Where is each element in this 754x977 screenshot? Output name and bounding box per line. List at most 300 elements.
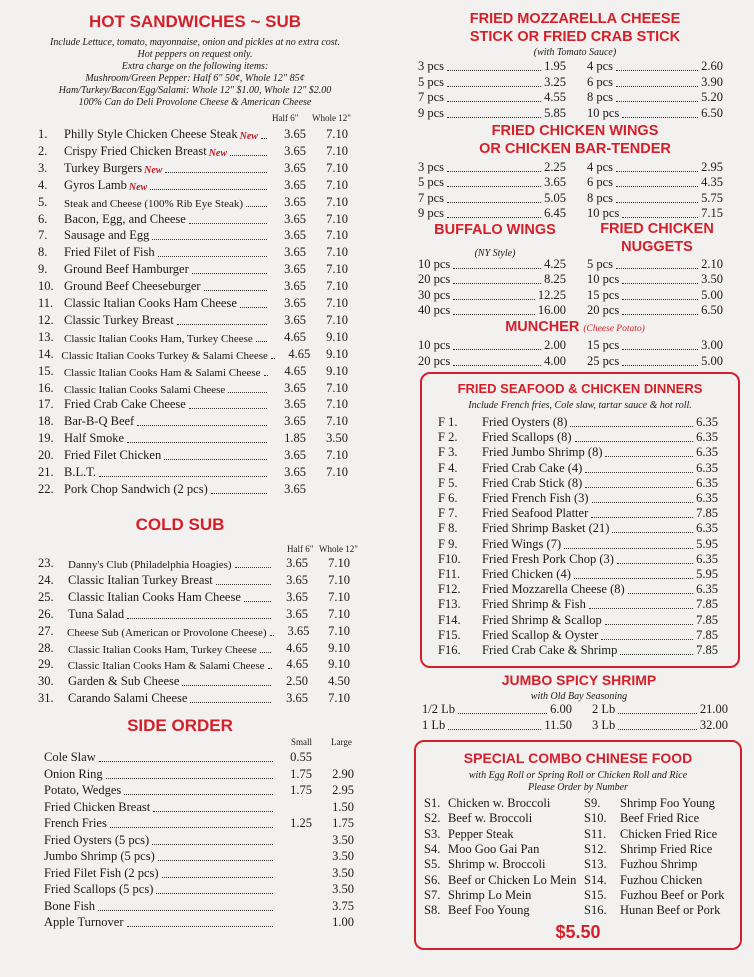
whole-price: 7.10 — [328, 691, 350, 706]
half-price: 3.65 — [284, 279, 306, 294]
whole-price: 4.50 — [328, 674, 350, 689]
dot-leader — [570, 426, 693, 427]
item-name: French Fries — [44, 816, 107, 830]
combo-item — [424, 827, 584, 842]
price: 6.50 — [701, 105, 723, 120]
nuggets-title-line2: NUGGETS — [621, 239, 693, 255]
item-name: Fried Crab Stick (8) — [482, 475, 583, 490]
half-price: 2.50 — [286, 674, 308, 689]
wings-row — [418, 191, 566, 206]
price: 12.25 — [537, 287, 566, 302]
item-name: Moo Goo Gai Pan — [448, 841, 540, 856]
mozzarella-row — [418, 90, 566, 105]
item-number: 19. — [38, 431, 54, 446]
dot-leader — [574, 578, 693, 579]
side-order-row — [44, 866, 354, 881]
dot-leader — [447, 202, 541, 203]
dot-leader — [158, 256, 267, 257]
price: 4.25 — [544, 257, 566, 271]
hot-sandwich-row — [38, 127, 348, 142]
item-name: Bone Fish — [44, 898, 96, 913]
quantity: 6 pcs — [587, 175, 614, 190]
half-price: 4.65 — [288, 346, 311, 361]
item-name: Classic Italian Turkey Breast — [68, 572, 213, 587]
side-order-row — [44, 882, 354, 897]
item-name: Classic Italian Cooks Turkey & Salami Cheese — [61, 349, 268, 362]
item-name: Hunan Beef or Pork — [620, 903, 721, 918]
item-name: Fried Shrimp Basket (21) — [482, 521, 610, 536]
whole-price: 7.10 — [326, 279, 348, 294]
price: 16.00 — [537, 302, 566, 317]
side-order-row — [44, 750, 354, 765]
item-number: 28. — [38, 640, 54, 655]
seafood-title: FRIED SEAFOOD & CHICKEN DINNERS — [457, 381, 703, 396]
quantity: 10 pcs — [587, 272, 620, 287]
hot-note: Mushroom/Green Pepper: Half 6" 50¢, Whole 12" 85¢ — [85, 73, 305, 84]
dot-leader — [192, 273, 267, 274]
item-name: Philly Style Chicken Cheese Steak — [64, 127, 238, 141]
large-price: 3.50 — [332, 865, 354, 880]
dot-leader — [124, 794, 273, 795]
item-number: 31. — [38, 691, 54, 706]
dot-leader — [182, 685, 271, 686]
hot-sandwich-row — [38, 465, 348, 480]
item-name: B.L.T. — [64, 465, 97, 479]
quantity: 10 pcs — [418, 257, 451, 271]
new-badge: New — [128, 181, 148, 193]
price: 2.10 — [701, 257, 723, 271]
item-number: S11. — [584, 826, 607, 841]
combo-price: $5.50 — [555, 922, 601, 942]
side-order-row — [44, 800, 354, 815]
item-name: Jumbo Shrimp (5 pcs) — [44, 849, 155, 863]
item-name: Shrimp Lo Mein — [448, 887, 532, 902]
quantity: 4 pcs — [587, 59, 614, 73]
cold-col-half: Half 6" — [287, 544, 314, 554]
small-price: 1.75 — [290, 766, 312, 781]
dot-leader — [589, 608, 693, 609]
cold-sub-row — [38, 590, 350, 605]
quantity: 1 Lb — [422, 718, 446, 732]
jumbo-shrimp-row — [592, 702, 728, 717]
dot-leader — [564, 548, 693, 549]
quantity: 40 pcs — [418, 302, 451, 317]
dot-leader — [622, 217, 698, 218]
mozzarella-row — [418, 75, 566, 90]
dot-leader — [447, 171, 541, 172]
half-price: 3.65 — [284, 312, 306, 327]
cold-sub-row — [38, 657, 350, 672]
large-price: 3.75 — [332, 898, 354, 913]
item-name: Chicken w. Broccoli — [448, 796, 551, 810]
cold-sub-row — [38, 691, 350, 706]
item-name: Fried Jumbo Shrimp (8) — [482, 445, 603, 460]
whole-price: 7.10 — [328, 623, 350, 638]
item-name: Fuzhou Chicken — [620, 872, 703, 887]
mozzarella-row — [587, 106, 723, 121]
quantity: 20 pcs — [418, 353, 451, 368]
half-price: 3.65 — [284, 397, 306, 412]
item-name: Fried Filet of Fish — [64, 245, 155, 260]
dot-leader — [244, 601, 271, 602]
dot-leader — [453, 268, 541, 269]
item-name: Cole Slaw — [44, 750, 96, 764]
item-name: Fried Chicken Breast — [44, 799, 151, 814]
half-price: 3.65 — [284, 481, 306, 496]
price: 6.35 — [696, 521, 718, 536]
whole-price: 7.10 — [326, 177, 348, 192]
item-number: 20. — [38, 448, 54, 463]
quantity: 5 pcs — [418, 175, 445, 190]
dot-leader — [618, 729, 697, 730]
item-name: Chicken Fried Rice — [620, 826, 718, 841]
price: 6.50 — [701, 302, 723, 317]
price: 3.90 — [701, 74, 723, 89]
item-name: Ground Beef Hamburger — [64, 262, 189, 277]
item-number: F 4. — [438, 460, 458, 475]
combo-item — [424, 842, 584, 857]
side-order-row — [44, 816, 354, 831]
item-number: 17. — [38, 397, 54, 412]
mozzarella-row — [418, 59, 566, 74]
item-name: Pepper Steak — [448, 826, 514, 841]
hot-sandwich-row — [38, 195, 348, 210]
price: 5.75 — [701, 190, 723, 205]
large-price: 3.50 — [332, 882, 354, 896]
item-number: S2. — [424, 811, 441, 826]
price: 7.85 — [696, 506, 718, 521]
dot-leader — [620, 654, 693, 655]
price: 6.35 — [696, 475, 718, 490]
price: 2.25 — [544, 160, 566, 174]
item-name: Ground Beef Cheeseburger — [64, 279, 201, 294]
half-price: 4.65 — [284, 363, 307, 378]
item-number: 21. — [38, 465, 54, 479]
dot-leader — [246, 206, 267, 207]
combo-item — [424, 888, 584, 903]
combo-item — [424, 857, 584, 872]
seafood-row — [438, 597, 718, 612]
dot-leader — [137, 425, 267, 426]
item-name: Shrimp w. Broccoli — [448, 857, 546, 872]
dot-leader — [162, 877, 273, 878]
item-number: 15. — [38, 363, 54, 378]
dot-leader — [447, 117, 541, 118]
seafood-row — [438, 445, 718, 460]
hot-sandwich-row — [38, 397, 348, 412]
seafood-row — [438, 643, 718, 658]
large-price: 1.00 — [332, 915, 354, 929]
whole-price: 9.10 — [328, 657, 350, 672]
side-order-row — [44, 915, 354, 930]
quantity: 9 pcs — [418, 205, 445, 220]
seafood-row — [438, 476, 718, 491]
dot-leader — [268, 668, 272, 669]
price: 2.95 — [701, 160, 723, 174]
buffalo-row — [418, 303, 566, 318]
large-price: 1.75 — [332, 816, 354, 830]
dot-leader — [616, 101, 698, 102]
dot-leader — [585, 487, 693, 488]
half-price: 3.65 — [287, 623, 310, 638]
dot-leader — [256, 341, 267, 342]
price: 2.60 — [701, 59, 723, 73]
item-name: Fried Oysters (8) — [482, 415, 568, 429]
item-name: Steak and Cheese (100% Rib Eye Steak) — [64, 197, 244, 210]
hot-sandwich-row — [38, 347, 348, 362]
half-price: 4.65 — [286, 640, 308, 655]
wings-row — [418, 175, 566, 190]
item-number: F 6. — [438, 491, 458, 505]
quantity: 10 pcs — [418, 338, 451, 352]
half-price: 3.65 — [284, 143, 306, 158]
jumbo-shrimp-row — [422, 718, 572, 733]
jumbo-shrimp-title: JUMBO SPICY SHRIMP — [501, 672, 657, 688]
item-number: 10. — [38, 279, 54, 294]
dot-leader — [204, 290, 267, 291]
wings-row — [587, 191, 723, 206]
dot-leader — [616, 268, 698, 269]
dot-leader — [127, 926, 273, 927]
dot-leader — [447, 70, 541, 71]
whole-price: 7.10 — [326, 228, 348, 243]
item-name: Classic Italian Cooks Ham, Turkey Cheese — [64, 332, 253, 345]
quantity: 2 Lb — [592, 702, 616, 716]
item-number: S9. — [584, 796, 601, 810]
item-name: Classic Italian Cooks Ham & Salami Cheese — [63, 366, 261, 379]
nuggets-title — [582, 220, 732, 256]
dot-leader — [575, 441, 694, 442]
price: 6.45 — [544, 205, 566, 220]
combo-item — [584, 842, 739, 857]
buffalo-row — [418, 272, 566, 287]
whole-price: 7.10 — [326, 465, 348, 479]
item-number: 3. — [38, 160, 48, 175]
dot-leader — [211, 493, 267, 494]
combo-item — [584, 796, 739, 811]
item-name: Fried Crab Cake (4) — [482, 460, 583, 475]
combo-item — [424, 796, 584, 811]
hot-sandwich-row — [38, 313, 348, 328]
half-price: 4.65 — [286, 657, 309, 672]
quantity: 9 pcs — [418, 105, 445, 120]
dot-leader — [189, 408, 267, 409]
side-order-row — [44, 849, 354, 864]
price: 7.85 — [696, 597, 718, 612]
dot-leader — [585, 472, 693, 473]
price: 6.35 — [696, 460, 718, 475]
whole-price: 7.10 — [326, 127, 348, 141]
item-number: 4. — [38, 177, 48, 192]
mozzarella-row — [587, 90, 723, 105]
hot-sandwich-row — [38, 364, 348, 379]
item-number: 16. — [38, 380, 54, 395]
wings-row — [587, 175, 723, 190]
dot-leader — [628, 593, 693, 594]
item-name: Garden & Sub Cheese — [68, 674, 180, 689]
whole-price: 7.10 — [326, 194, 348, 209]
item-number: 8. — [38, 245, 48, 260]
item-number: 22. — [38, 481, 54, 496]
seafood-row — [438, 491, 718, 506]
combo-title: SPECIAL COMBO CHINESE FOOD — [463, 750, 693, 766]
item-number: S4. — [424, 841, 441, 856]
item-number: 9. — [38, 262, 48, 277]
item-number: S16. — [584, 903, 607, 918]
item-number: S10. — [584, 811, 607, 826]
dot-leader — [106, 778, 273, 779]
mozzarella-title-line1: FRIED MOZZARELLA CHEESE — [469, 11, 681, 27]
dot-leader — [616, 86, 698, 87]
buffalo-row — [418, 288, 566, 303]
hot-note: 100% Can do Deli Provolone Cheese & American Cheese — [78, 97, 312, 108]
quantity: 7 pcs — [418, 190, 445, 205]
hot-sandwich-row — [38, 212, 348, 227]
hot-sandwich-row — [38, 330, 348, 345]
dot-leader — [612, 532, 693, 533]
item-number: 14. — [38, 346, 54, 361]
price: 6.35 — [696, 415, 718, 429]
combo-note: with Egg Roll or Spring Roll or Chicken Roll and Rice — [468, 770, 688, 781]
item-name: Cheese Sub (American or Provolone Cheese) — [67, 626, 267, 639]
item-name: Gyros Lamb — [64, 177, 127, 192]
large-price: 3.50 — [332, 849, 354, 863]
item-number: S7. — [424, 887, 441, 902]
dot-leader — [453, 365, 541, 366]
item-number: F 7. — [438, 506, 458, 521]
dot-leader — [271, 358, 275, 359]
item-name: Fuzhou Beef or Pork — [620, 887, 725, 902]
quantity: 1/2 Lb — [422, 702, 455, 716]
hot-col-whole: Whole 12" — [312, 113, 351, 123]
quantity: 7 pcs — [418, 90, 445, 105]
whole-price: 7.10 — [326, 397, 348, 412]
price: 6.35 — [696, 491, 718, 505]
whole-price: 7.10 — [326, 143, 348, 158]
dot-leader — [270, 635, 274, 636]
dot-leader — [235, 567, 271, 568]
buffalo-wings-title: BUFFALO WINGS — [434, 222, 556, 238]
wings-title-line1: FRIED CHICKEN WINGS — [491, 123, 659, 139]
dot-leader — [605, 624, 693, 625]
item-number: 26. — [38, 606, 54, 621]
muncher-note: (Cheese Potato) — [583, 324, 645, 334]
dot-leader — [592, 502, 694, 503]
item-name: Classic Italian Cooks Ham & Salami Cheese — [67, 660, 265, 673]
combo-item — [424, 811, 584, 826]
whole-price: 7.10 — [326, 160, 348, 175]
dot-leader — [150, 189, 267, 190]
item-name: Beef w. Broccoli — [448, 811, 533, 826]
dot-leader — [622, 365, 698, 366]
item-name: Fried Seafood Platter — [482, 506, 589, 521]
item-name: Sausage and Egg — [64, 228, 150, 243]
small-price: 1.75 — [290, 783, 312, 797]
dot-leader — [216, 584, 271, 585]
muncher-row — [418, 338, 566, 353]
seafood-row — [438, 415, 718, 430]
hot-notes — [20, 37, 370, 109]
item-name: Fuzhou Shrimp — [620, 857, 698, 872]
item-number: F15. — [438, 627, 461, 642]
item-name: Classic Italian Cooks Ham Cheese — [64, 296, 237, 310]
item-number: F 2. — [438, 430, 458, 445]
item-number: S12. — [584, 841, 607, 856]
item-number: F16. — [438, 643, 461, 657]
seafood-row — [438, 521, 718, 536]
muncher-row — [587, 354, 723, 369]
item-number: F 5. — [438, 475, 458, 490]
whole-price: 7.10 — [326, 312, 348, 327]
dot-leader — [153, 811, 273, 812]
price: 4.55 — [544, 90, 566, 105]
item-name: Classic Turkey Breast — [64, 312, 174, 327]
item-number: F 8. — [438, 521, 458, 536]
dot-leader — [601, 639, 693, 640]
item-number: S3. — [424, 826, 441, 841]
muncher-row — [418, 354, 566, 369]
large-price: 2.90 — [332, 766, 354, 781]
large-price: 1.50 — [332, 799, 354, 814]
item-number: 7. — [38, 228, 48, 243]
nuggets-row — [587, 288, 723, 303]
item-number: 6. — [38, 211, 48, 226]
seafood-row — [438, 537, 718, 552]
item-number: 11. — [38, 296, 54, 310]
price: 6.00 — [550, 702, 572, 716]
combo-item — [584, 827, 739, 842]
whole-price: 7.10 — [328, 556, 350, 570]
quantity: 8 pcs — [587, 190, 614, 205]
hot-sandwich-row — [38, 448, 348, 463]
cold-sub-row — [38, 624, 350, 639]
item-number: F11. — [438, 567, 461, 581]
item-number: 5. — [38, 194, 48, 209]
item-number: 23. — [38, 556, 54, 570]
price: 6.35 — [696, 430, 718, 445]
item-name: Crispy Fried Chicken Breast — [64, 143, 207, 158]
wings-row — [587, 160, 723, 175]
wings-row — [418, 160, 566, 175]
item-number: S15. — [584, 887, 607, 902]
whole-price: 7.10 — [328, 572, 350, 587]
dot-leader — [447, 217, 541, 218]
item-number: 1. — [38, 127, 48, 141]
half-price: 3.65 — [286, 589, 308, 604]
whole-price: 7.10 — [326, 262, 348, 277]
item-number: 29. — [38, 657, 54, 672]
half-price: 3.65 — [284, 245, 306, 260]
item-name: Carando Salami Cheese — [68, 691, 188, 706]
price: 2.00 — [544, 338, 566, 352]
quantity: 20 pcs — [418, 272, 451, 287]
item-number: S5. — [424, 857, 441, 872]
item-name: Classic Italian Cooks Salami Cheese — [64, 383, 226, 396]
hot-sandwich-row — [38, 178, 348, 193]
whole-price: 7.10 — [326, 448, 348, 463]
dot-leader — [99, 761, 273, 762]
side-col-small: Small — [291, 737, 313, 747]
muncher-row — [587, 338, 723, 353]
dot-leader — [190, 702, 271, 703]
dot-leader — [616, 202, 698, 203]
cold-sub-row — [38, 674, 350, 689]
price: 5.20 — [701, 90, 723, 105]
whole-price: 9.10 — [326, 363, 348, 378]
price: 7.85 — [696, 643, 718, 657]
hot-col-half: Half 6" — [272, 113, 299, 123]
item-name: Danny's Club (Philadelphia Hoagies) — [68, 559, 232, 571]
